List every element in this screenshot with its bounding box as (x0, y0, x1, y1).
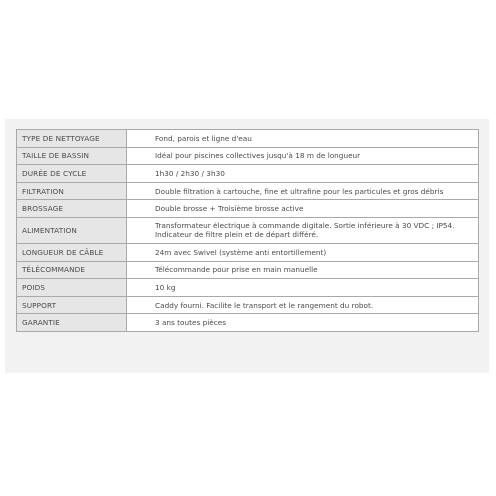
spec-label: TÉLÉCOMMANDE (17, 261, 127, 279)
spec-value: 3 ans toutes pièces (127, 314, 479, 332)
spec-label: TYPE DE NETTOYAGE (17, 130, 127, 148)
table-row (17, 261, 479, 279)
spec-value: Double filtration à cartouche, fine et ultrafine pour les particules et gros débris (127, 182, 479, 200)
table-row (17, 314, 479, 332)
spec-value: Idéal pour piscines collectives jusqu'à 18 m de longueur (127, 147, 479, 165)
spec-label: POIDS (17, 279, 127, 297)
table-row (17, 217, 479, 243)
table-row (17, 296, 479, 314)
spec-table (16, 129, 479, 332)
spec-value: Fond, parois et ligne d'eau (127, 130, 479, 148)
table-row (17, 165, 479, 183)
spec-label: SUPPORT (17, 296, 127, 314)
spec-value: Transformateur électrique à commande digitale. Sortie inférieure à 30 VDC ; IP54. Indicateur de filtre plein et de départ différé. (127, 217, 479, 243)
table-row (17, 279, 479, 297)
spec-label: BROSSAGE (17, 200, 127, 218)
spec-label: TAILLE DE BASSIN (17, 147, 127, 165)
table-row (17, 243, 479, 261)
spec-value: Caddy fourni. Facilite le transport et le rangement du robot. (127, 296, 479, 314)
spec-value: 24m avec Swivel (système anti entortillement) (127, 243, 479, 261)
spec-value: Double brosse + Troisième brosse active (127, 200, 479, 218)
table-row (17, 200, 479, 218)
table-row (17, 182, 479, 200)
spec-value: Télécommande pour prise en main manuelle (127, 261, 479, 279)
spec-panel (5, 119, 489, 373)
spec-label: GARANTIE (17, 314, 127, 332)
spec-label: FILTRATION (17, 182, 127, 200)
table-row (17, 147, 479, 165)
spec-label: LONGUEUR DE CÂBLE (17, 243, 127, 261)
spec-label: DURÉE DE CYCLE (17, 165, 127, 183)
table-row (17, 130, 479, 148)
spec-value: 10 kg (127, 279, 479, 297)
spec-label: ALIMENTATION (17, 217, 127, 243)
spec-value: 1h30 / 2h30 / 3h30 (127, 165, 479, 183)
